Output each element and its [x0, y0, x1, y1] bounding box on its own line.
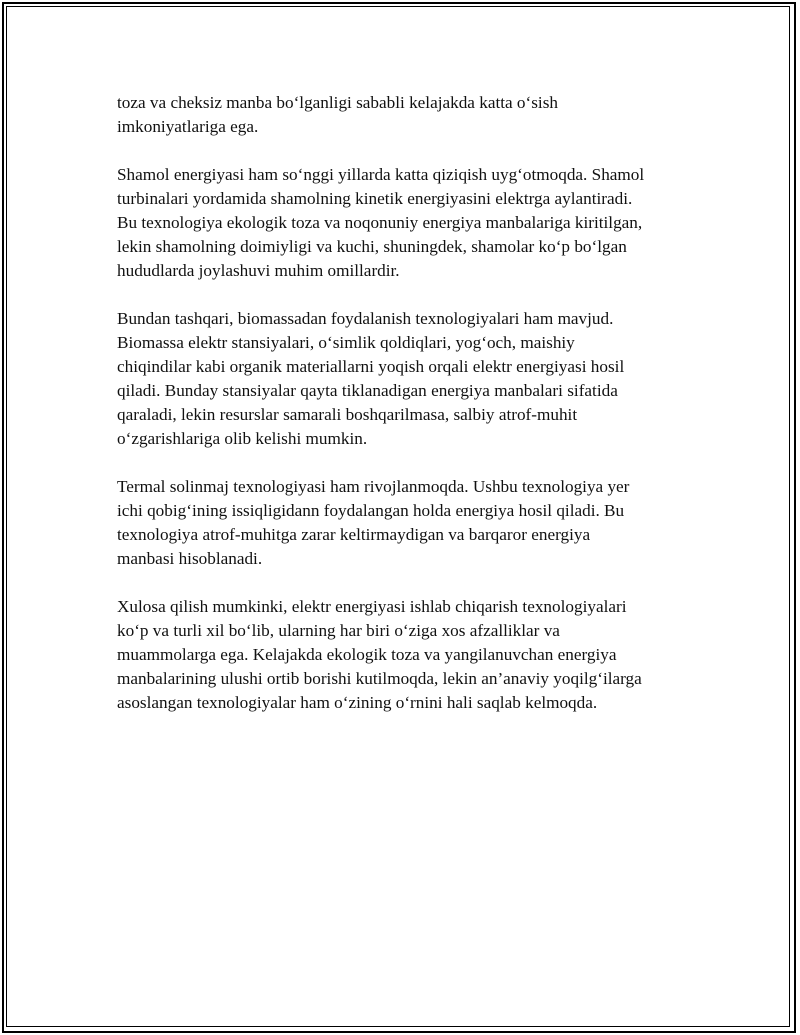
text-line: asoslangan texnologiyalar ham o‘zining o‘rnini hali saqlab kelmoqda.: [117, 693, 598, 712]
paragraph-biomass: [117, 307, 692, 451]
text-line: Bu texnologiya ekologik toza va noqonuniy energiya manbalariga kiritilgan,: [117, 213, 643, 232]
text-line: ichi qobig‘ining issiqligidann foydalangan holda energiya hosil qiladi. Bu: [117, 501, 625, 520]
text-line: Bundan tashqari, biomassadan foydalanish texnologiyalari ham mavjud.: [117, 309, 614, 328]
text-line: manbasi hisoblanadi.: [117, 549, 263, 568]
text-line: texnologiya atrof-muhitga zarar keltirmaydigan va barqaror energiya: [117, 525, 591, 544]
document-body: [117, 91, 692, 739]
text-line: Termal solinmaj texnologiyasi ham rivojlanmoqda. Ushbu texnologiya yer: [117, 477, 630, 496]
text-line: imkoniyatlariga ega.: [117, 117, 259, 136]
text-line: qiladi. Bunday stansiyalar qayta tiklanadigan energiya manbalari sifatida: [117, 381, 618, 400]
text-line: qaraladi, lekin resurslar samarali boshqarilmasa, salbiy atrof-muhit: [117, 405, 578, 424]
text-line: turbinalari yordamida shamolning kinetik energiyasini elektrga aylantiradi.: [117, 189, 633, 208]
paragraph-thermal: [117, 475, 692, 571]
text-line: Biomassa elektr stansiyalari, o‘simlik qoldiqlari, yog‘och, maishiy: [117, 333, 575, 352]
text-line: Shamol energiyasi ham so‘nggi yillarda katta qiziqish uyg‘otmoqda. Shamol: [117, 165, 645, 184]
text-line: o‘zgarishlariga olib kelishi mumkin.: [117, 429, 368, 448]
text-line: hududlarda joylashuvi muhim omillardir.: [117, 261, 400, 280]
text-line: ko‘p va turli xil bo‘lib, ularning har biri o‘ziga xos afzalliklar va: [117, 621, 560, 640]
text-line: manbalarining ulushi ortib borishi kutilmoqda, lekin an’anaviy yoqilg‘ilarga: [117, 669, 642, 688]
text-line: chiqindilar kabi organik materiallarni yoqish orqali elektr energiyasi hosil: [117, 357, 625, 376]
text-line: toza va cheksiz manba bo‘lganligi sababli kelajakda katta o‘sish: [117, 93, 558, 112]
text-line: lekin shamolning doimiyligi va kuchi, shuningdek, shamolar ko‘p bo‘lgan: [117, 237, 627, 256]
paragraph-continuation: [117, 91, 692, 139]
text-line: Xulosa qilish mumkinki, elektr energiyasi ishlab chiqarish texnologiyalari: [117, 597, 627, 616]
paragraph-wind-energy: [117, 163, 692, 283]
paragraph-conclusion: [117, 595, 692, 715]
text-line: muammolarga ega. Kelajakda ekologik toza va yangilanuvchan energiya: [117, 645, 617, 664]
